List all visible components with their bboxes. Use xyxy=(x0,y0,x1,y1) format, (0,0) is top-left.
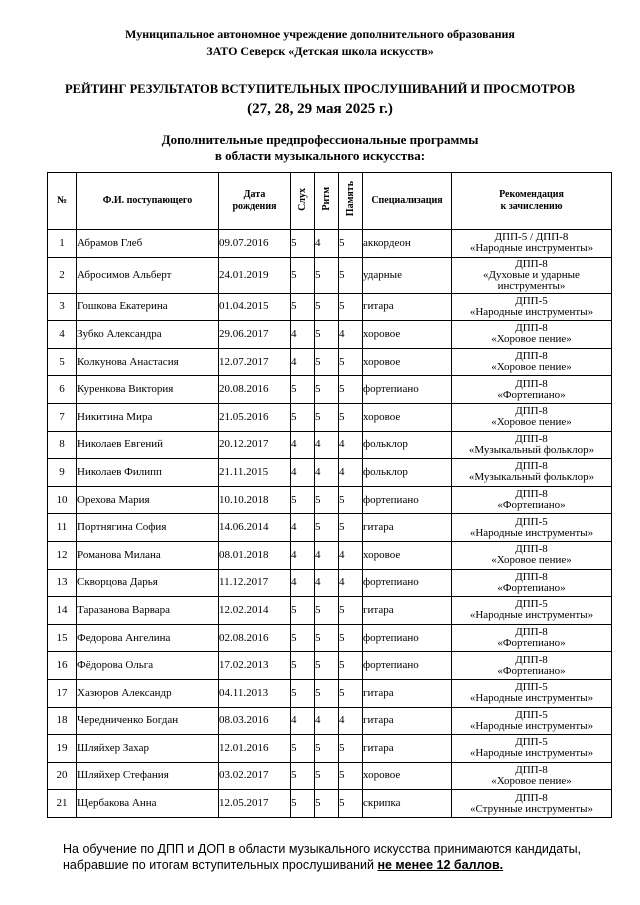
recommendation xyxy=(452,348,612,376)
recommendation-line: «Народные инструменты» xyxy=(469,719,594,732)
specialization: фортепиано xyxy=(363,376,452,404)
recommendation-line: инструменты» xyxy=(497,279,566,292)
row-number: 18 xyxy=(48,707,77,735)
table-row xyxy=(48,597,612,625)
applicant-name: Шляйхер Захар xyxy=(77,735,219,763)
recommendation-line: «Народные инструменты» xyxy=(469,305,594,318)
rhythm-score: 5 xyxy=(315,735,339,763)
table-row xyxy=(48,624,612,652)
rhythm-score: 5 xyxy=(315,376,339,404)
hearing-score: 4 xyxy=(291,321,315,349)
specialization: гитара xyxy=(363,293,452,321)
recommendation-line: «Хоровое пение» xyxy=(491,361,572,374)
row-number: 3 xyxy=(48,293,77,321)
table-row xyxy=(48,541,612,569)
birth-date: 03.02.2017 xyxy=(219,762,291,790)
memory-score: 5 xyxy=(339,257,363,293)
recommendation-line: «Фортепиано» xyxy=(497,637,566,650)
memory-score: 5 xyxy=(339,735,363,763)
table-row xyxy=(48,569,612,597)
recommendation-line: «Народные инструменты» xyxy=(469,692,594,705)
recommendation xyxy=(452,321,612,349)
row-number: 6 xyxy=(48,376,77,404)
rhythm-score: 5 xyxy=(315,597,339,625)
applicant-name: Зубко Александра xyxy=(77,321,219,349)
memory-score: 5 xyxy=(339,348,363,376)
rhythm-score: 5 xyxy=(315,257,339,293)
row-number: 16 xyxy=(48,652,77,680)
recommendation xyxy=(452,514,612,542)
recommendation xyxy=(452,293,612,321)
recommendation-line: ДПП-8 xyxy=(515,405,548,418)
recommendation-line: «Хоровое пение» xyxy=(491,416,572,429)
applicant-name: Николаев Евгений xyxy=(77,431,219,459)
birth-date: 08.01.2018 xyxy=(219,541,291,569)
admission-note-line-1: На обучение по ДПП и ДОП в области музыкального искусства принимаются кандидаты, xyxy=(63,842,582,856)
hearing-score: 5 xyxy=(291,790,315,818)
birth-date: 08.03.2016 xyxy=(219,707,291,735)
row-number: 13 xyxy=(48,569,77,597)
rating-table xyxy=(47,172,612,818)
specialization: гитара xyxy=(363,679,452,707)
rhythm-score: 4 xyxy=(315,569,339,597)
recommendation-line: ДПП-8 xyxy=(515,488,548,501)
header-hearing-label: Слух xyxy=(296,187,308,211)
recommendation-line: ДПП-8 xyxy=(515,570,548,583)
birth-date: 02.08.2016 xyxy=(219,624,291,652)
header-num: № xyxy=(48,173,77,230)
specialization: гитара xyxy=(363,597,452,625)
applicant-name: Скворцова Дарья xyxy=(77,569,219,597)
table-row xyxy=(48,348,612,376)
recommendation-line: ДПП-8 xyxy=(515,432,548,445)
memory-score: 5 xyxy=(339,597,363,625)
birth-date: 14.06.2014 xyxy=(219,514,291,542)
header-recommendation-line-2: к зачислению xyxy=(500,201,563,212)
recommendation-line: «Народные инструменты» xyxy=(469,609,594,622)
recommendation xyxy=(452,624,612,652)
recommendation-line: «Фортепиано» xyxy=(497,499,566,512)
recommendation-line: ДПП-8 xyxy=(515,791,548,804)
rhythm-score: 5 xyxy=(315,321,339,349)
recommendation-line: «Духовые и ударные xyxy=(483,268,580,281)
hearing-score: 5 xyxy=(291,293,315,321)
admission-note-prefix: набравшие по итогам вступительных прослушиваний xyxy=(63,858,378,872)
birth-date: 09.07.2016 xyxy=(219,230,291,258)
memory-score: 5 xyxy=(339,790,363,818)
table-header-row xyxy=(48,173,612,230)
birth-date: 04.11.2013 xyxy=(219,679,291,707)
memory-score: 5 xyxy=(339,762,363,790)
recommendation-line: «Хоровое пение» xyxy=(491,333,572,346)
rhythm-score: 5 xyxy=(315,790,339,818)
audition-dates: (27, 28, 29 мая 2025 г.) xyxy=(247,101,393,117)
specialization: фортепиано xyxy=(363,652,452,680)
header-birth-date-line-2: рождения xyxy=(232,201,277,212)
recommendation xyxy=(452,735,612,763)
header-birth-date xyxy=(219,173,291,230)
birth-date: 12.01.2016 xyxy=(219,735,291,763)
birth-date: 20.12.2017 xyxy=(219,431,291,459)
memory-score: 4 xyxy=(339,431,363,459)
recommendation-line: «Хоровое пение» xyxy=(491,554,572,567)
header-recommendation xyxy=(452,173,612,230)
hearing-score: 5 xyxy=(291,762,315,790)
rhythm-score: 5 xyxy=(315,652,339,680)
recommendation-line: ДПП-5 xyxy=(515,294,548,307)
rhythm-score: 4 xyxy=(315,707,339,735)
birth-date: 10.10.2018 xyxy=(219,486,291,514)
applicant-name: Щербакова Анна xyxy=(77,790,219,818)
rhythm-score: 5 xyxy=(315,514,339,542)
header-rhythm-label: Ритм xyxy=(320,187,332,211)
hearing-score: 5 xyxy=(291,376,315,404)
recommendation-line: «Музыкальный фольклор» xyxy=(468,443,595,456)
memory-score: 4 xyxy=(339,707,363,735)
table-row xyxy=(48,679,612,707)
recommendation xyxy=(452,679,612,707)
hearing-score: 4 xyxy=(291,541,315,569)
applicant-name: Колкунова Анастасия xyxy=(77,348,219,376)
header-hearing xyxy=(291,173,315,230)
hearing-score: 4 xyxy=(291,569,315,597)
specialization: хоровое xyxy=(363,762,452,790)
birth-date: 12.02.2014 xyxy=(219,597,291,625)
table-row xyxy=(48,707,612,735)
header-rhythm xyxy=(315,173,339,230)
table-row xyxy=(48,403,612,431)
table-row xyxy=(48,762,612,790)
recommendation-line: «Народные инструменты» xyxy=(469,747,594,760)
row-number: 1 xyxy=(48,230,77,258)
recommendation-line: ДПП-8 xyxy=(515,322,548,335)
rhythm-score: 5 xyxy=(315,624,339,652)
applicant-name: Гошкова Екатерина xyxy=(77,293,219,321)
table-row xyxy=(48,293,612,321)
applicant-name: Никитина Мира xyxy=(77,403,219,431)
memory-score: 5 xyxy=(339,293,363,321)
specialization: аккордеон xyxy=(363,230,452,258)
program-heading-line-1: Дополнительные предпрофессиональные программы xyxy=(161,132,479,147)
applicant-name: Абрамов Глеб xyxy=(77,230,219,258)
memory-score: 4 xyxy=(339,321,363,349)
recommendation-line: ДПП-8 xyxy=(515,257,548,270)
recommendation-line: ДПП-8 xyxy=(515,626,548,639)
applicant-name: Романова Милана xyxy=(77,541,219,569)
recommendation-line: ДПП-8 xyxy=(515,460,548,473)
hearing-score: 5 xyxy=(291,257,315,293)
recommendation xyxy=(452,486,612,514)
recommendation-line: ДПП-8 xyxy=(515,350,548,363)
hearing-score: 5 xyxy=(291,679,315,707)
row-number: 17 xyxy=(48,679,77,707)
hearing-score: 4 xyxy=(291,348,315,376)
recommendation xyxy=(452,541,612,569)
recommendation xyxy=(452,597,612,625)
recommendation-line: «Фортепиано» xyxy=(497,388,566,401)
applicant-name: Николаев Филипп xyxy=(77,459,219,487)
specialization: хоровое xyxy=(363,403,452,431)
birth-date: 12.05.2017 xyxy=(219,790,291,818)
memory-score: 5 xyxy=(339,652,363,680)
row-number: 12 xyxy=(48,541,77,569)
applicant-name: Орехова Мария xyxy=(77,486,219,514)
table-row xyxy=(48,790,612,818)
row-number: 20 xyxy=(48,762,77,790)
recommendation xyxy=(452,707,612,735)
recommendation-line: ДПП-5 xyxy=(515,736,548,749)
specialization: хоровое xyxy=(363,321,452,349)
rhythm-score: 5 xyxy=(315,762,339,790)
table-row xyxy=(48,652,612,680)
memory-score: 5 xyxy=(339,376,363,404)
specialization: фольклор xyxy=(363,459,452,487)
row-number: 19 xyxy=(48,735,77,763)
recommendation xyxy=(452,790,612,818)
row-number: 14 xyxy=(48,597,77,625)
table-row xyxy=(48,514,612,542)
header-recommendation-line-1: Рекомендация xyxy=(499,189,564,200)
recommendation-line: ДПП-8 xyxy=(515,763,548,776)
hearing-score: 5 xyxy=(291,735,315,763)
recommendation xyxy=(452,459,612,487)
recommendation-line: «Народные инструменты» xyxy=(469,526,594,539)
header-birth-date-line-1: Дата xyxy=(243,189,266,200)
recommendation-line: «Фортепиано» xyxy=(497,581,566,594)
specialization: хоровое xyxy=(363,348,452,376)
birth-date: 17.02.2013 xyxy=(219,652,291,680)
header-name: Ф.И. поступающего xyxy=(77,173,219,230)
specialization: ударные xyxy=(363,257,452,293)
applicant-name: Абросимов Альберт xyxy=(77,257,219,293)
hearing-score: 4 xyxy=(291,459,315,487)
recommendation-line: ДПП-5 xyxy=(515,708,548,721)
header-memory xyxy=(339,173,363,230)
applicant-name: Чередниченко Богдан xyxy=(77,707,219,735)
rhythm-score: 5 xyxy=(315,486,339,514)
recommendation-line: ДПП-5 xyxy=(515,515,548,528)
recommendation-line: «Струнные инструменты» xyxy=(469,802,594,815)
recommendation xyxy=(452,257,612,293)
birth-date: 21.05.2016 xyxy=(219,403,291,431)
recommendation-line: ДПП-5 xyxy=(515,598,548,611)
row-number: 11 xyxy=(48,514,77,542)
table-body xyxy=(48,230,612,818)
recommendation xyxy=(452,569,612,597)
recommendation-line: «Хоровое пение» xyxy=(491,774,572,787)
rhythm-score: 5 xyxy=(315,679,339,707)
memory-score: 4 xyxy=(339,569,363,597)
organization-name-line-2: ЗАТО Северск «Детская школа искусств» xyxy=(206,44,434,58)
table-row xyxy=(48,486,612,514)
recommendation-line: «Музыкальный фольклор» xyxy=(468,471,595,484)
memory-score: 4 xyxy=(339,541,363,569)
hearing-score: 5 xyxy=(291,597,315,625)
specialization: гитара xyxy=(363,707,452,735)
table-row xyxy=(48,735,612,763)
recommendation-line: ДПП-5 / ДПП-8 xyxy=(494,231,569,244)
applicant-name: Куренкова Виктория xyxy=(77,376,219,404)
memory-score: 5 xyxy=(339,230,363,258)
recommendation xyxy=(452,376,612,404)
specialization: гитара xyxy=(363,735,452,763)
rhythm-score: 5 xyxy=(315,403,339,431)
birth-date: 20.08.2016 xyxy=(219,376,291,404)
recommendation xyxy=(452,762,612,790)
table-row xyxy=(48,459,612,487)
birth-date: 24.01.2019 xyxy=(219,257,291,293)
row-number: 7 xyxy=(48,403,77,431)
header-specialization: Специализация xyxy=(363,173,452,230)
specialization: хоровое xyxy=(363,541,452,569)
row-number: 15 xyxy=(48,624,77,652)
memory-score: 5 xyxy=(339,486,363,514)
hearing-score: 5 xyxy=(291,486,315,514)
applicant-name: Фёдорова Ольга xyxy=(77,652,219,680)
rhythm-score: 5 xyxy=(315,293,339,321)
table-row xyxy=(48,321,612,349)
admission-note-line-2 xyxy=(63,858,503,872)
table-row xyxy=(48,230,612,258)
specialization: фортепиано xyxy=(363,569,452,597)
specialization: фортепиано xyxy=(363,624,452,652)
birth-date: 21.11.2015 xyxy=(219,459,291,487)
document-title: РЕЙТИНГ РЕЗУЛЬТАТОВ ВСТУПИТЕЛЬНЫХ ПРОСЛУШИВАНИЙ И ПРОСМОТРОВ xyxy=(65,82,575,96)
admission-note-min-score: не менее 12 баллов. xyxy=(377,858,504,872)
specialization: фольклор xyxy=(363,431,452,459)
recommendation xyxy=(452,403,612,431)
memory-score: 5 xyxy=(339,679,363,707)
applicant-name: Федорова Ангелина xyxy=(77,624,219,652)
row-number: 21 xyxy=(48,790,77,818)
memory-score: 5 xyxy=(339,624,363,652)
rhythm-score: 4 xyxy=(315,459,339,487)
applicant-name: Хазюров Александр xyxy=(77,679,219,707)
specialization: скрипка xyxy=(363,790,452,818)
row-number: 9 xyxy=(48,459,77,487)
hearing-score: 4 xyxy=(291,514,315,542)
applicant-name: Таразанова Варвара xyxy=(77,597,219,625)
rhythm-score: 4 xyxy=(315,431,339,459)
hearing-score: 5 xyxy=(291,652,315,680)
applicant-name: Портнягина София xyxy=(77,514,219,542)
row-number: 2 xyxy=(48,257,77,293)
recommendation-line: ДПП-5 xyxy=(515,681,548,694)
rhythm-score: 4 xyxy=(315,230,339,258)
applicant-name: Шляйхер Стефания xyxy=(77,762,219,790)
birth-date: 29.06.2017 xyxy=(219,321,291,349)
birth-date: 01.04.2015 xyxy=(219,293,291,321)
row-number: 10 xyxy=(48,486,77,514)
rhythm-score: 5 xyxy=(315,348,339,376)
hearing-score: 5 xyxy=(291,624,315,652)
row-number: 4 xyxy=(48,321,77,349)
table-row xyxy=(48,257,612,293)
recommendation xyxy=(452,652,612,680)
hearing-score: 4 xyxy=(291,707,315,735)
memory-score: 5 xyxy=(339,514,363,542)
row-number: 5 xyxy=(48,348,77,376)
table-row xyxy=(48,376,612,404)
birth-date: 12.07.2017 xyxy=(219,348,291,376)
hearing-score: 4 xyxy=(291,431,315,459)
header-memory-label: Память xyxy=(344,181,356,217)
specialization: гитара xyxy=(363,514,452,542)
recommendation xyxy=(452,230,612,258)
hearing-score: 5 xyxy=(291,403,315,431)
hearing-score: 5 xyxy=(291,230,315,258)
birth-date: 11.12.2017 xyxy=(219,569,291,597)
recommendation xyxy=(452,431,612,459)
recommendation-line: «Фортепиано» xyxy=(497,664,566,677)
program-heading-line-2: в области музыкального искусства: xyxy=(214,148,426,163)
organization-name-line-1: Муниципальное автономное учреждение дополнительного образования xyxy=(125,27,515,41)
table-row xyxy=(48,431,612,459)
memory-score: 5 xyxy=(339,403,363,431)
rhythm-score: 4 xyxy=(315,541,339,569)
row-number: 8 xyxy=(48,431,77,459)
specialization: фортепиано xyxy=(363,486,452,514)
recommendation-line: ДПП-8 xyxy=(515,377,548,390)
recommendation-line: ДПП-8 xyxy=(515,653,548,666)
recommendation-line: «Народные инструменты» xyxy=(469,242,594,255)
memory-score: 4 xyxy=(339,459,363,487)
recommendation-line: ДПП-8 xyxy=(515,543,548,556)
